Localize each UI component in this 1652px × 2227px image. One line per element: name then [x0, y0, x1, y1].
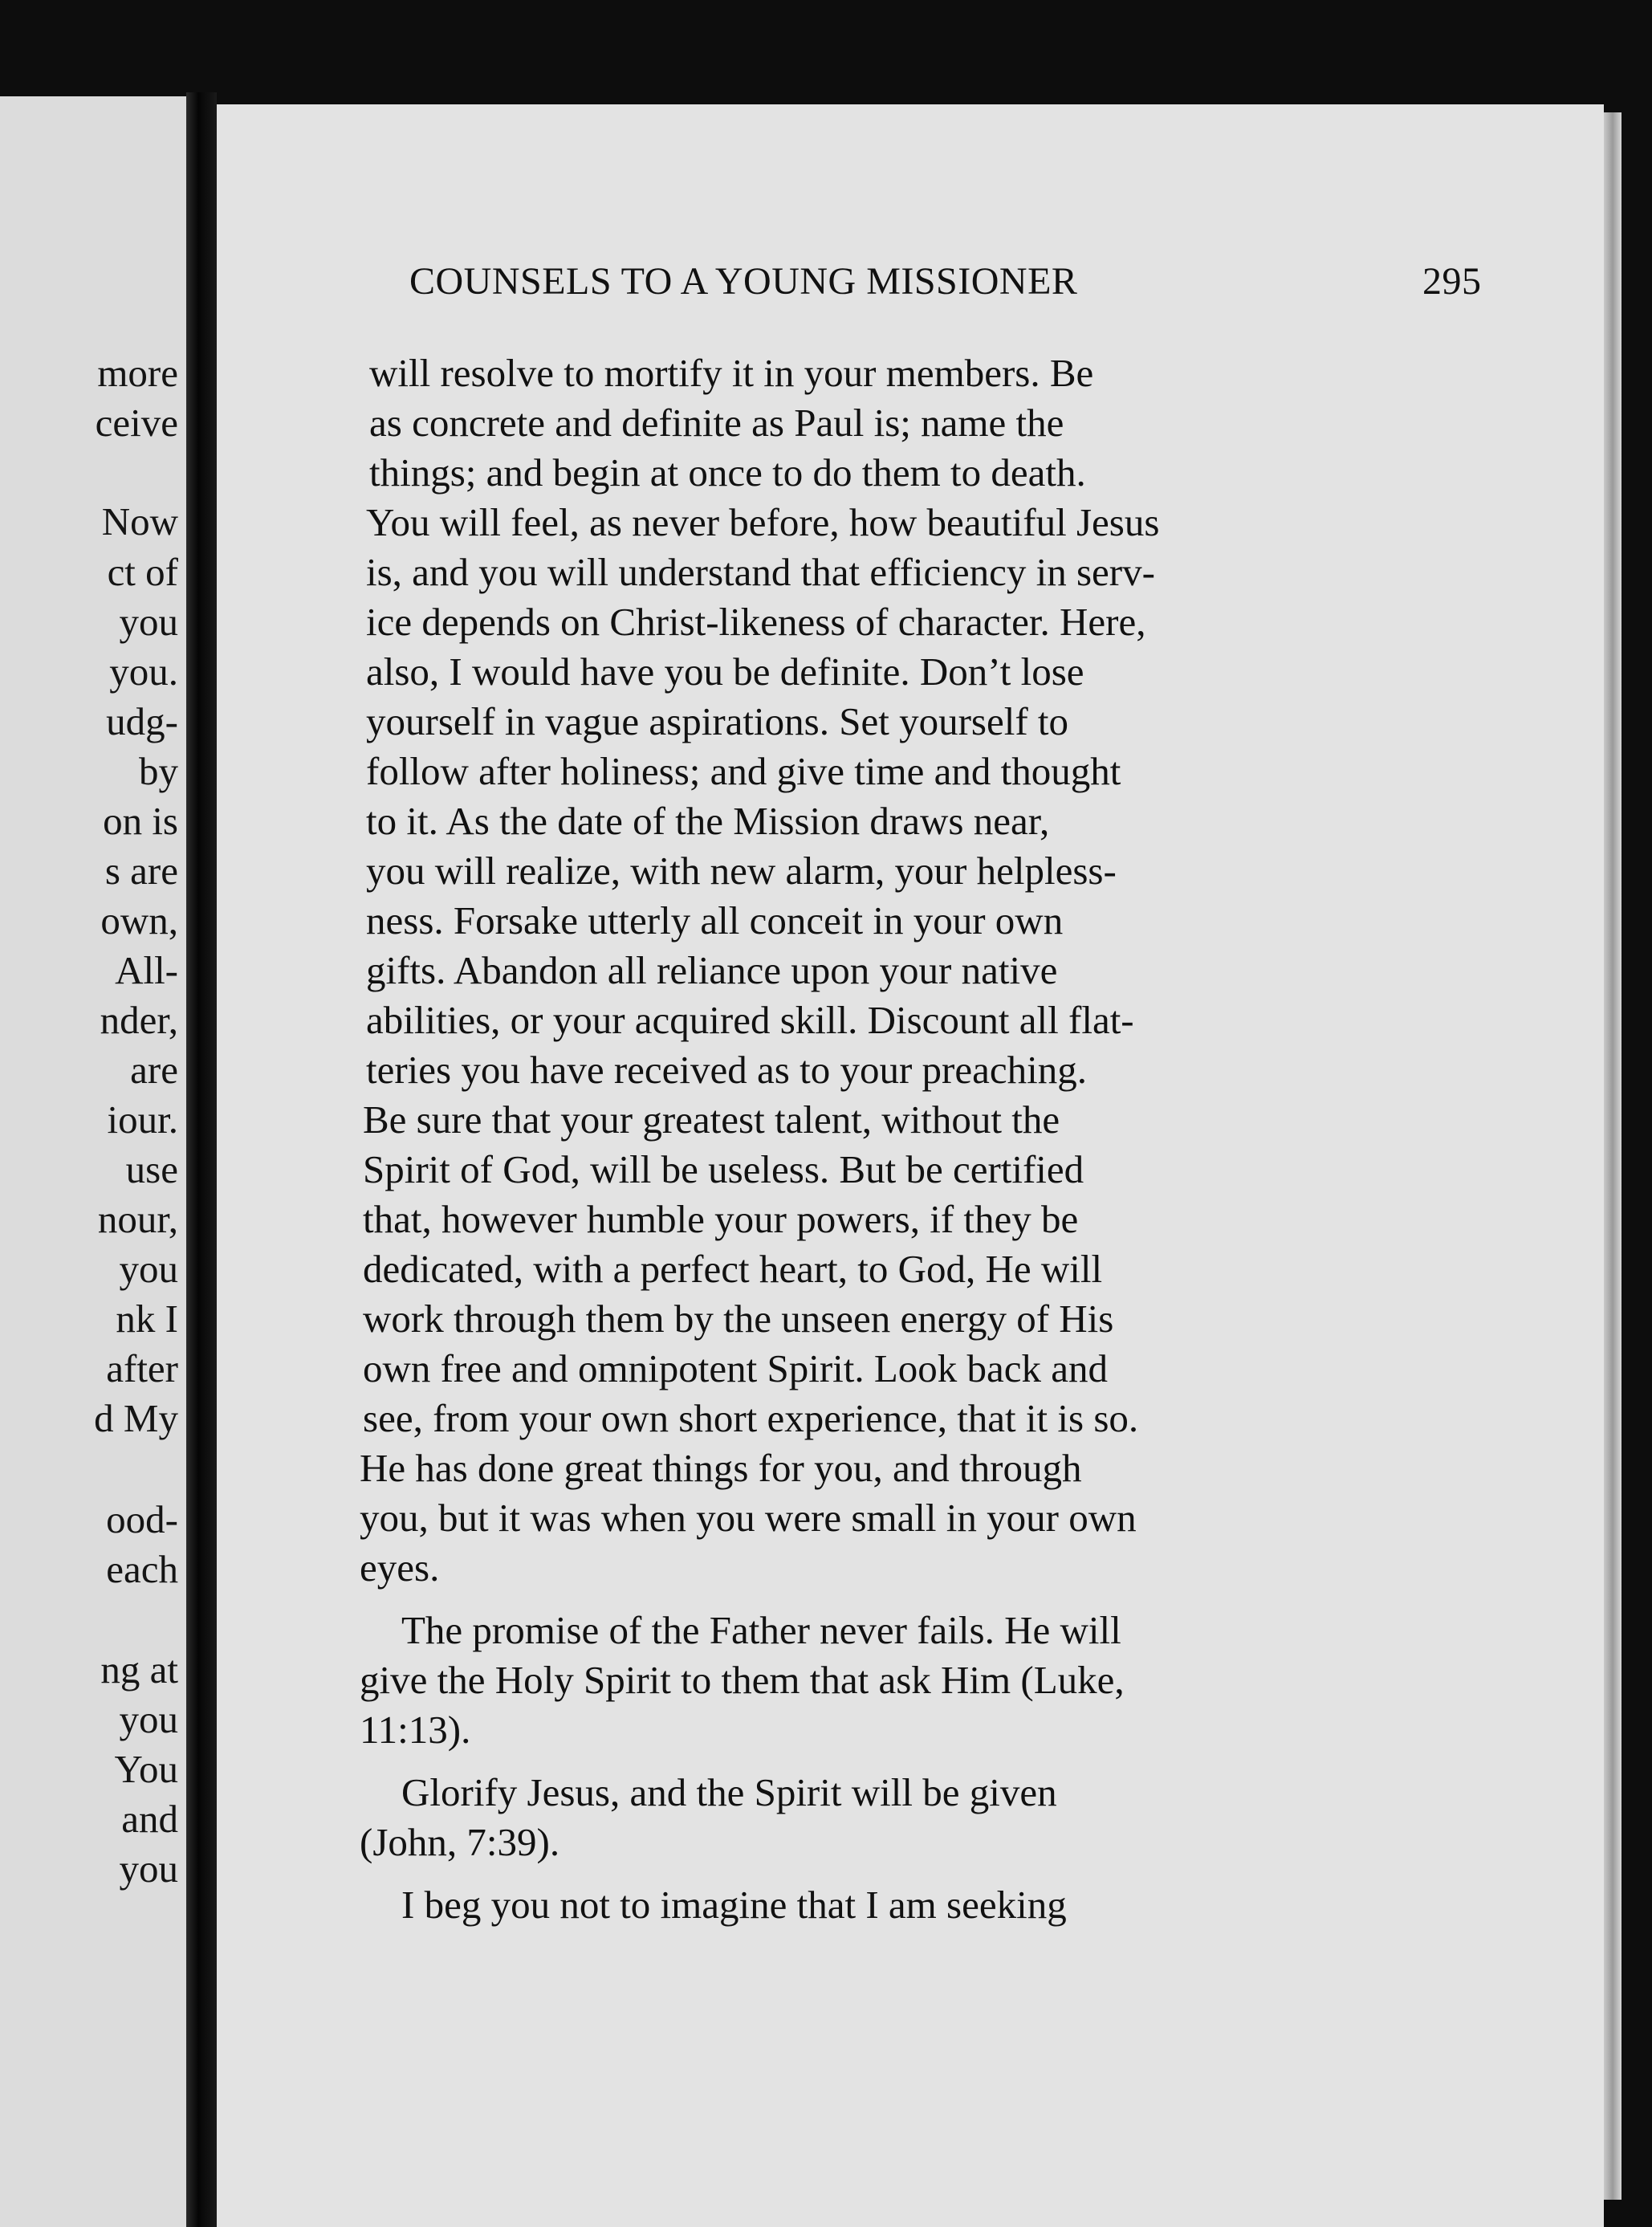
facing-page-line: ceive	[95, 401, 178, 445]
facing-page-line: by	[139, 749, 178, 793]
text-line: eyes.	[360, 1545, 440, 1590]
text-line: ness. Forsake utterly all conceit in your own	[366, 898, 1064, 943]
facing-page-line: and	[121, 1797, 178, 1841]
text-line: You will feel, as never before, how beautiful Jesus	[366, 500, 1160, 544]
page-number: 295	[1422, 260, 1482, 303]
facing-page-line: iour.	[107, 1097, 178, 1142]
text-line: Spirit of God, will be useless. But be certified	[363, 1147, 1084, 1191]
facing-page-line: each	[106, 1547, 178, 1591]
facing-page-line: Now	[101, 499, 178, 544]
text-line: also, I would have you be definite. Don’t lose	[366, 649, 1084, 694]
facing-page-line: ood-	[106, 1497, 178, 1541]
text-line: 11:13).	[360, 1708, 471, 1752]
facing-page-line: nk I	[116, 1297, 178, 1341]
facing-page-line: you	[119, 1697, 178, 1741]
facing-page-line: s are	[104, 849, 178, 893]
text-line: abilities, or your acquired skill. Discount all flat-	[366, 998, 1134, 1042]
text-line: work through them by the unseen energy of His	[363, 1297, 1114, 1341]
text-line: yourself in vague aspirations. Set yourself to	[366, 699, 1069, 743]
facing-page-line: ct of	[107, 550, 178, 594]
facing-page-line: d My	[94, 1396, 178, 1440]
facing-page-line: you	[119, 1247, 178, 1291]
text-line: dedicated, with a perfect heart, to God, He will	[363, 1247, 1103, 1291]
text-line: Glorify Jesus, and the Spirit will be given	[401, 1770, 1057, 1814]
book-page	[217, 104, 1604, 2227]
text-line: The promise of the Father never fails. He will	[401, 1608, 1121, 1652]
facing-page-line: You	[114, 1747, 178, 1791]
facing-page-line: more	[97, 351, 178, 395]
running-head-title: COUNSELS TO A YOUNG MISSIONER	[409, 260, 1078, 303]
text-line: things; and begin at once to do them to death.	[369, 450, 1086, 495]
text-line: give the Holy Spirit to them that ask Him (Luke,	[360, 1658, 1125, 1702]
text-line: teries you have received as to your preaching.	[366, 1048, 1087, 1092]
facing-page-line: udg-	[106, 699, 178, 743]
text-line: I beg you not to imagine that I am seeking	[401, 1883, 1067, 1927]
text-line: follow after holiness; and give time and thought	[366, 749, 1121, 793]
text-line: that, however humble your powers, if they be	[363, 1197, 1079, 1241]
facing-page-line: nder,	[100, 998, 178, 1042]
facing-page-left	[0, 96, 186, 2227]
text-line: own free and omnipotent Spirit. Look back and	[363, 1346, 1109, 1390]
text-line: is, and you will understand that efficiency in serv-	[366, 550, 1155, 594]
text-line: ice depends on Christ-likeness of character. Here,	[366, 600, 1146, 644]
text-line: you will realize, with new alarm, your helpless-	[366, 849, 1117, 893]
text-line: to it. As the date of the Mission draws near,	[366, 799, 1050, 843]
text-line: you, but it was when you were small in your own	[360, 1496, 1137, 1540]
facing-page-line: on is	[103, 799, 178, 843]
page-edge	[1604, 112, 1621, 2200]
facing-page-line: you.	[109, 649, 178, 694]
facing-page-line: after	[106, 1346, 178, 1390]
running-head	[409, 259, 1533, 316]
facing-page-line: are	[130, 1048, 178, 1092]
facing-page-line: ng at	[100, 1647, 178, 1692]
text-line: as concrete and definite as Paul is; name the	[369, 401, 1064, 445]
facing-page-line: All-	[115, 948, 178, 992]
text-line: will resolve to mortify it in your members. Be	[369, 351, 1094, 395]
facing-page-line: you	[119, 1846, 178, 1891]
text-line: gifts. Abandon all reliance upon your native	[366, 948, 1058, 992]
facing-page-line: you	[119, 600, 178, 644]
facing-page-line: own,	[100, 898, 178, 943]
text-line: Be sure that your greatest talent, without the	[363, 1097, 1060, 1142]
facing-page-line: nour,	[97, 1197, 178, 1241]
text-line: He has done great things for you, and through	[360, 1446, 1082, 1490]
text-line: see, from your own short experience, that it is so.	[363, 1396, 1139, 1440]
text-line: (John, 7:39).	[360, 1820, 560, 1864]
facing-page-line: use	[125, 1147, 178, 1191]
book-gutter	[186, 92, 217, 2227]
